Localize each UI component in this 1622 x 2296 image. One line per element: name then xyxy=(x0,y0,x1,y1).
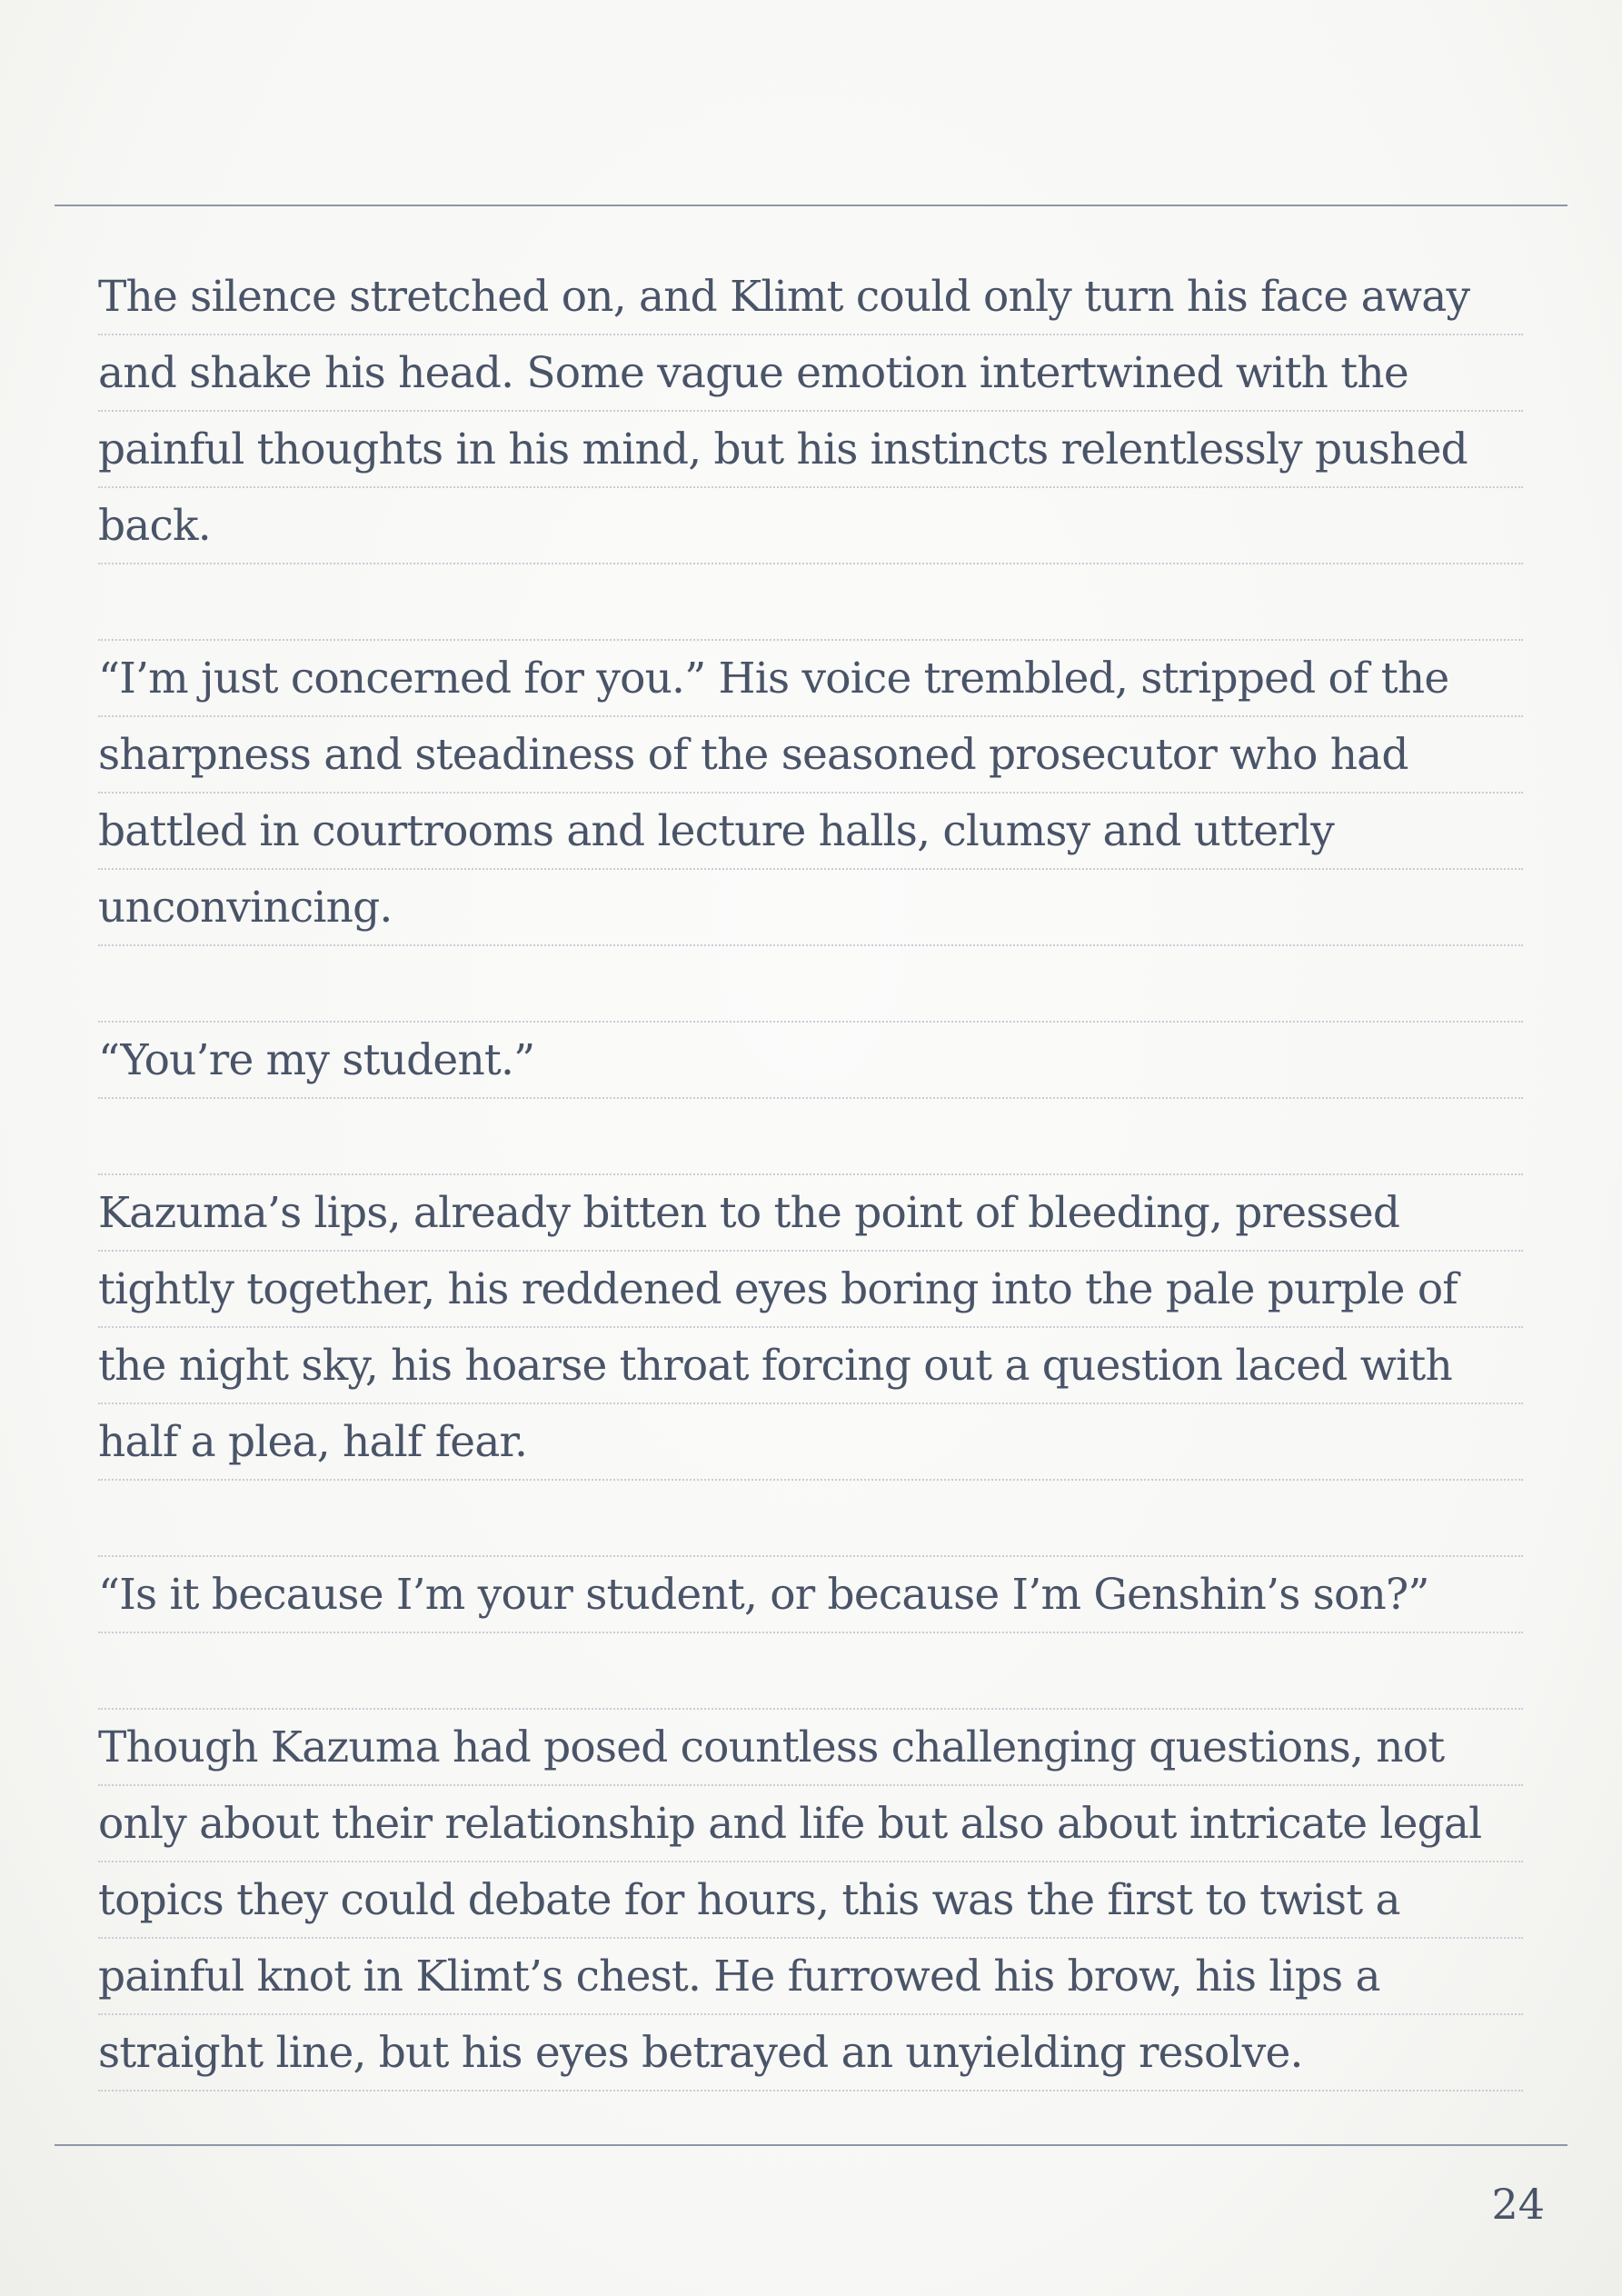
text-line: “I’m just concerned for you.” His voice trembled, stripped of the xyxy=(98,641,1523,717)
blank-line xyxy=(98,1481,1523,1557)
text-line: “Is it because I’m your student, or because I’m Genshin’s son?” xyxy=(98,1557,1523,1633)
text-line: half a plea, half fear. xyxy=(98,1404,1523,1481)
text-line: Though Kazuma had posed countless challenging questions, not xyxy=(98,1710,1523,1786)
text-line: painful thoughts in his mind, but his instincts relentlessly pushed xyxy=(98,412,1523,488)
page-body xyxy=(98,259,1523,2091)
blank-line xyxy=(98,564,1523,641)
text-line: painful knot in Klimt’s chest. He furrowed his brow, his lips a xyxy=(98,1939,1523,2015)
blank-line xyxy=(98,946,1523,1023)
text-line: The silence stretched on, and Klimt could only turn his face away xyxy=(98,259,1523,335)
text-line: unconvincing. xyxy=(98,870,1523,946)
text-line: and shake his head. Some vague emotion intertwined with the xyxy=(98,335,1523,412)
text-line: straight line, but his eyes betrayed an unyielding resolve. xyxy=(98,2015,1523,2091)
text-line: only about their relationship and life but also about intricate legal xyxy=(98,1786,1523,1862)
text-line: the night sky, his hoarse throat forcing out a question laced with xyxy=(98,1328,1523,1404)
text-line: back. xyxy=(98,488,1523,564)
blank-line xyxy=(98,1633,1523,1710)
text-line: battled in courtrooms and lecture halls, clumsy and utterly xyxy=(98,794,1523,870)
text-line: tightly together, his reddened eyes boring into the pale purple of xyxy=(98,1252,1523,1328)
blank-line xyxy=(98,1099,1523,1175)
text-line: topics they could debate for hours, this was the first to twist a xyxy=(98,1862,1523,1939)
text-line: “You’re my student.” xyxy=(98,1023,1523,1099)
footer-rule xyxy=(55,2144,1567,2146)
text-line: Kazuma’s lips, already bitten to the point of bleeding, pressed xyxy=(98,1175,1523,1252)
text-line: sharpness and steadiness of the seasoned prosecutor who had xyxy=(98,717,1523,794)
header-rule xyxy=(55,205,1567,206)
page-number: 24 xyxy=(1491,2180,1545,2229)
